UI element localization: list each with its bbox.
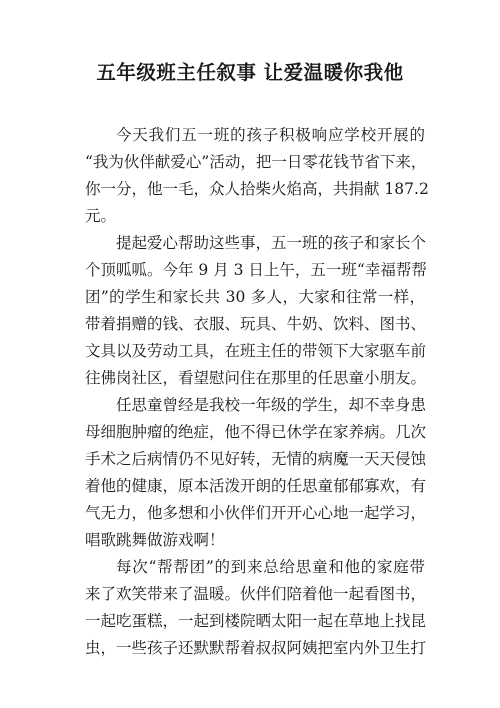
text-line: 手术之后病情仍不见好转，无情的病魔一天天侵蚀 <box>85 450 427 468</box>
text-line: 你一分，他一毛，众人拾柴火焰高，共捐献 187.2 <box>85 180 429 198</box>
text-line: 个顶呱呱。今年 9 月 3 日上午，五一班“幸福帮帮 <box>85 261 427 279</box>
text-line: 母细胞肿瘤的绝症，他不得已休学在家养病。几次 <box>85 423 427 441</box>
text-line: 来了欢笑带来了温暖。伙伴们陪着他一起看图书， <box>85 585 427 603</box>
text-line: 今天我们五一班的孩子积极响应学校开展的 <box>116 126 425 144</box>
text-line: 任思童曾经是我校一年级的学生，却不幸身患 <box>116 396 427 414</box>
text-line: 一起吃蛋糕，一起到楼院晒太阳一起在草地上找昆 <box>85 612 427 630</box>
text-line: 团”的学生和家长共 30 多人，大家和往常一样， <box>85 288 425 306</box>
text-line: 气无力，他多想和小伙伴们开开心心地一起学习， <box>85 504 427 522</box>
document-body <box>85 122 429 662</box>
text-line: 提起爱心帮助这些事，五一班的孩子和家长个 <box>116 234 427 252</box>
text-line: 带着捐赠的钱、衣服、玩具、牛奶、饮料、图书、 <box>85 315 427 333</box>
text-line: 每次“帮帮团”的到来总给思童和他的家庭带 <box>116 558 425 576</box>
text-line: 虫，一些孩子还默默帮着叔叔阿姨把室内外卫生打 <box>85 639 427 657</box>
text-line: 往佛岗社区，看望慰问住在那里的任思童小朋友。 <box>85 369 427 387</box>
text-line: 文具以及劳动工具，在班主任的带领下大家驱车前 <box>85 342 427 360</box>
text-line: 着他的健康，原本活泼开朗的任思童郁郁寡欢，有 <box>85 477 427 495</box>
document-title: 五年级班主任叙事 让爱温暖你我他 <box>96 61 404 84</box>
text-line: 唱歌跳舞做游戏啊！ <box>85 531 225 549</box>
text-line: 元。 <box>85 207 117 225</box>
text-line: “我为伙伴献爱心”活动，把一日零花钱节省下来， <box>85 153 427 171</box>
